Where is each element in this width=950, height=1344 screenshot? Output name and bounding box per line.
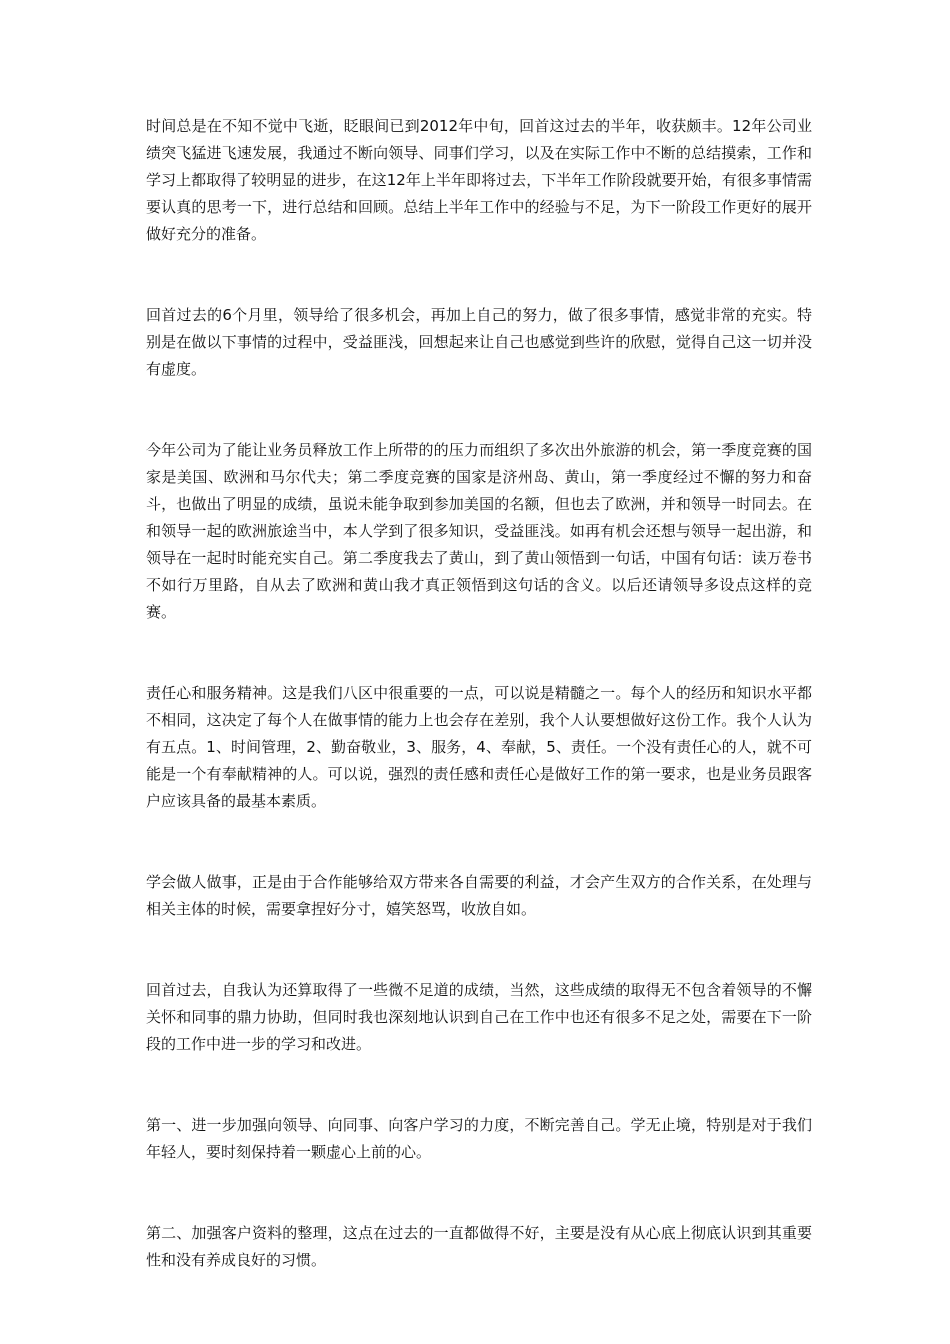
paragraph-shortcomings: 回首过去，自我认为还算取得了一些微不足道的成绩，当然，这些成绩的取得无不包含着领导的不懈关怀和同事的鼎力协助，但同时我也深刻地认识到自己在工作中也还有很多不足之处，需要在下一阶段的工作中进一步的学习和改进。 — [146, 981, 812, 1053]
paragraph-point-one: 第一、进一步加强向领导、向同事、向客户学习的力度，不断完善自己。学无止境，特别是对于我们年轻人，要时刻保持着一颗虚心上前的心。 — [146, 1116, 812, 1161]
document-body — [146, 113, 812, 1274]
paragraph-responsibility: 责任心和服务精神。这是我们八区中很重要的一点，可以说是精髓之一。每个人的经历和知识水平都不相同，这决定了每个人在做事情的能力上也会存在差别，我个人认要想做好这份工作。我个人认为有五点。1、时间管理，2、勤奋敬业，3、服务，4、奉献，5、责任。一个没有责任心的人，就不可能是一个有奉献精神的人。可以说，强烈的责任感和责任心是做好工作的第一要求，也是业务员跟客户应该具备的最基本素质。 — [146, 684, 812, 810]
paragraph-cooperation: 学会做人做事，正是由于合作能够给双方带来各自需要的利益，才会产生双方的合作关系，在处理与相关主体的时候，需要拿捏好分寸，嬉笑怒骂，收放自如。 — [146, 873, 812, 918]
paragraph-six-months: 回首过去的6个月里，领导给了很多机会，再加上自己的努力，做了很多事情，感觉非常的充实。特别是在做以下事情的过程中，受益匪浅，回想起来让自己也感觉到些许的欣慰，觉得自己这一切并没有虚度。 — [146, 306, 812, 378]
paragraph-intro-review: 时间总是在不知不觉中飞逝，眨眼间已到2012年中旬，回首这过去的半年，收获颇丰。12年公司业绩突飞猛进飞速发展，我通过不断向领导、同事们学习，以及在实际工作中不断的总结摸索，工作和学习上都取得了较明显的进步，在这12年上半年即将过去，下半年工作阶段就要开始，有很多事情需要认真的思考一下，进行总结和回顾。总结上半年工作中的经验与不足，为下一阶段工作更好的展开做好充分的准备。 — [146, 117, 812, 243]
paragraph-company-trips: 今年公司为了能让业务员释放工作上所带的的压力而组织了多次出外旅游的机会，第一季度竞赛的国家是美国、欧洲和马尔代夫；第二季度竞赛的国家是济州岛、黄山，第一季度经过不懈的努力和奋斗，也做出了明显的成绩，虽说未能争取到参加美国的名额，但也去了欧洲，并和领导一时同去。在和领导一起的欧洲旅途当中，本人学到了很多知识，受益匪浅。如再有机会还想与领导一起出游，和领导在一起时时能充实自己。第二季度我去了黄山，到了黄山领悟到一句话，中国有句话：读万卷书不如行万里路，自从去了欧洲和黄山我才真正领悟到这句话的含义。以后还请领导多设点这样的竞赛。 — [146, 441, 812, 621]
paragraph-point-two: 第二、加强客户资料的整理，这点在过去的一直都做得不好，主要是没有从心底上彻底认识到其重要性和没有养成良好的习惯。 — [146, 1224, 812, 1269]
